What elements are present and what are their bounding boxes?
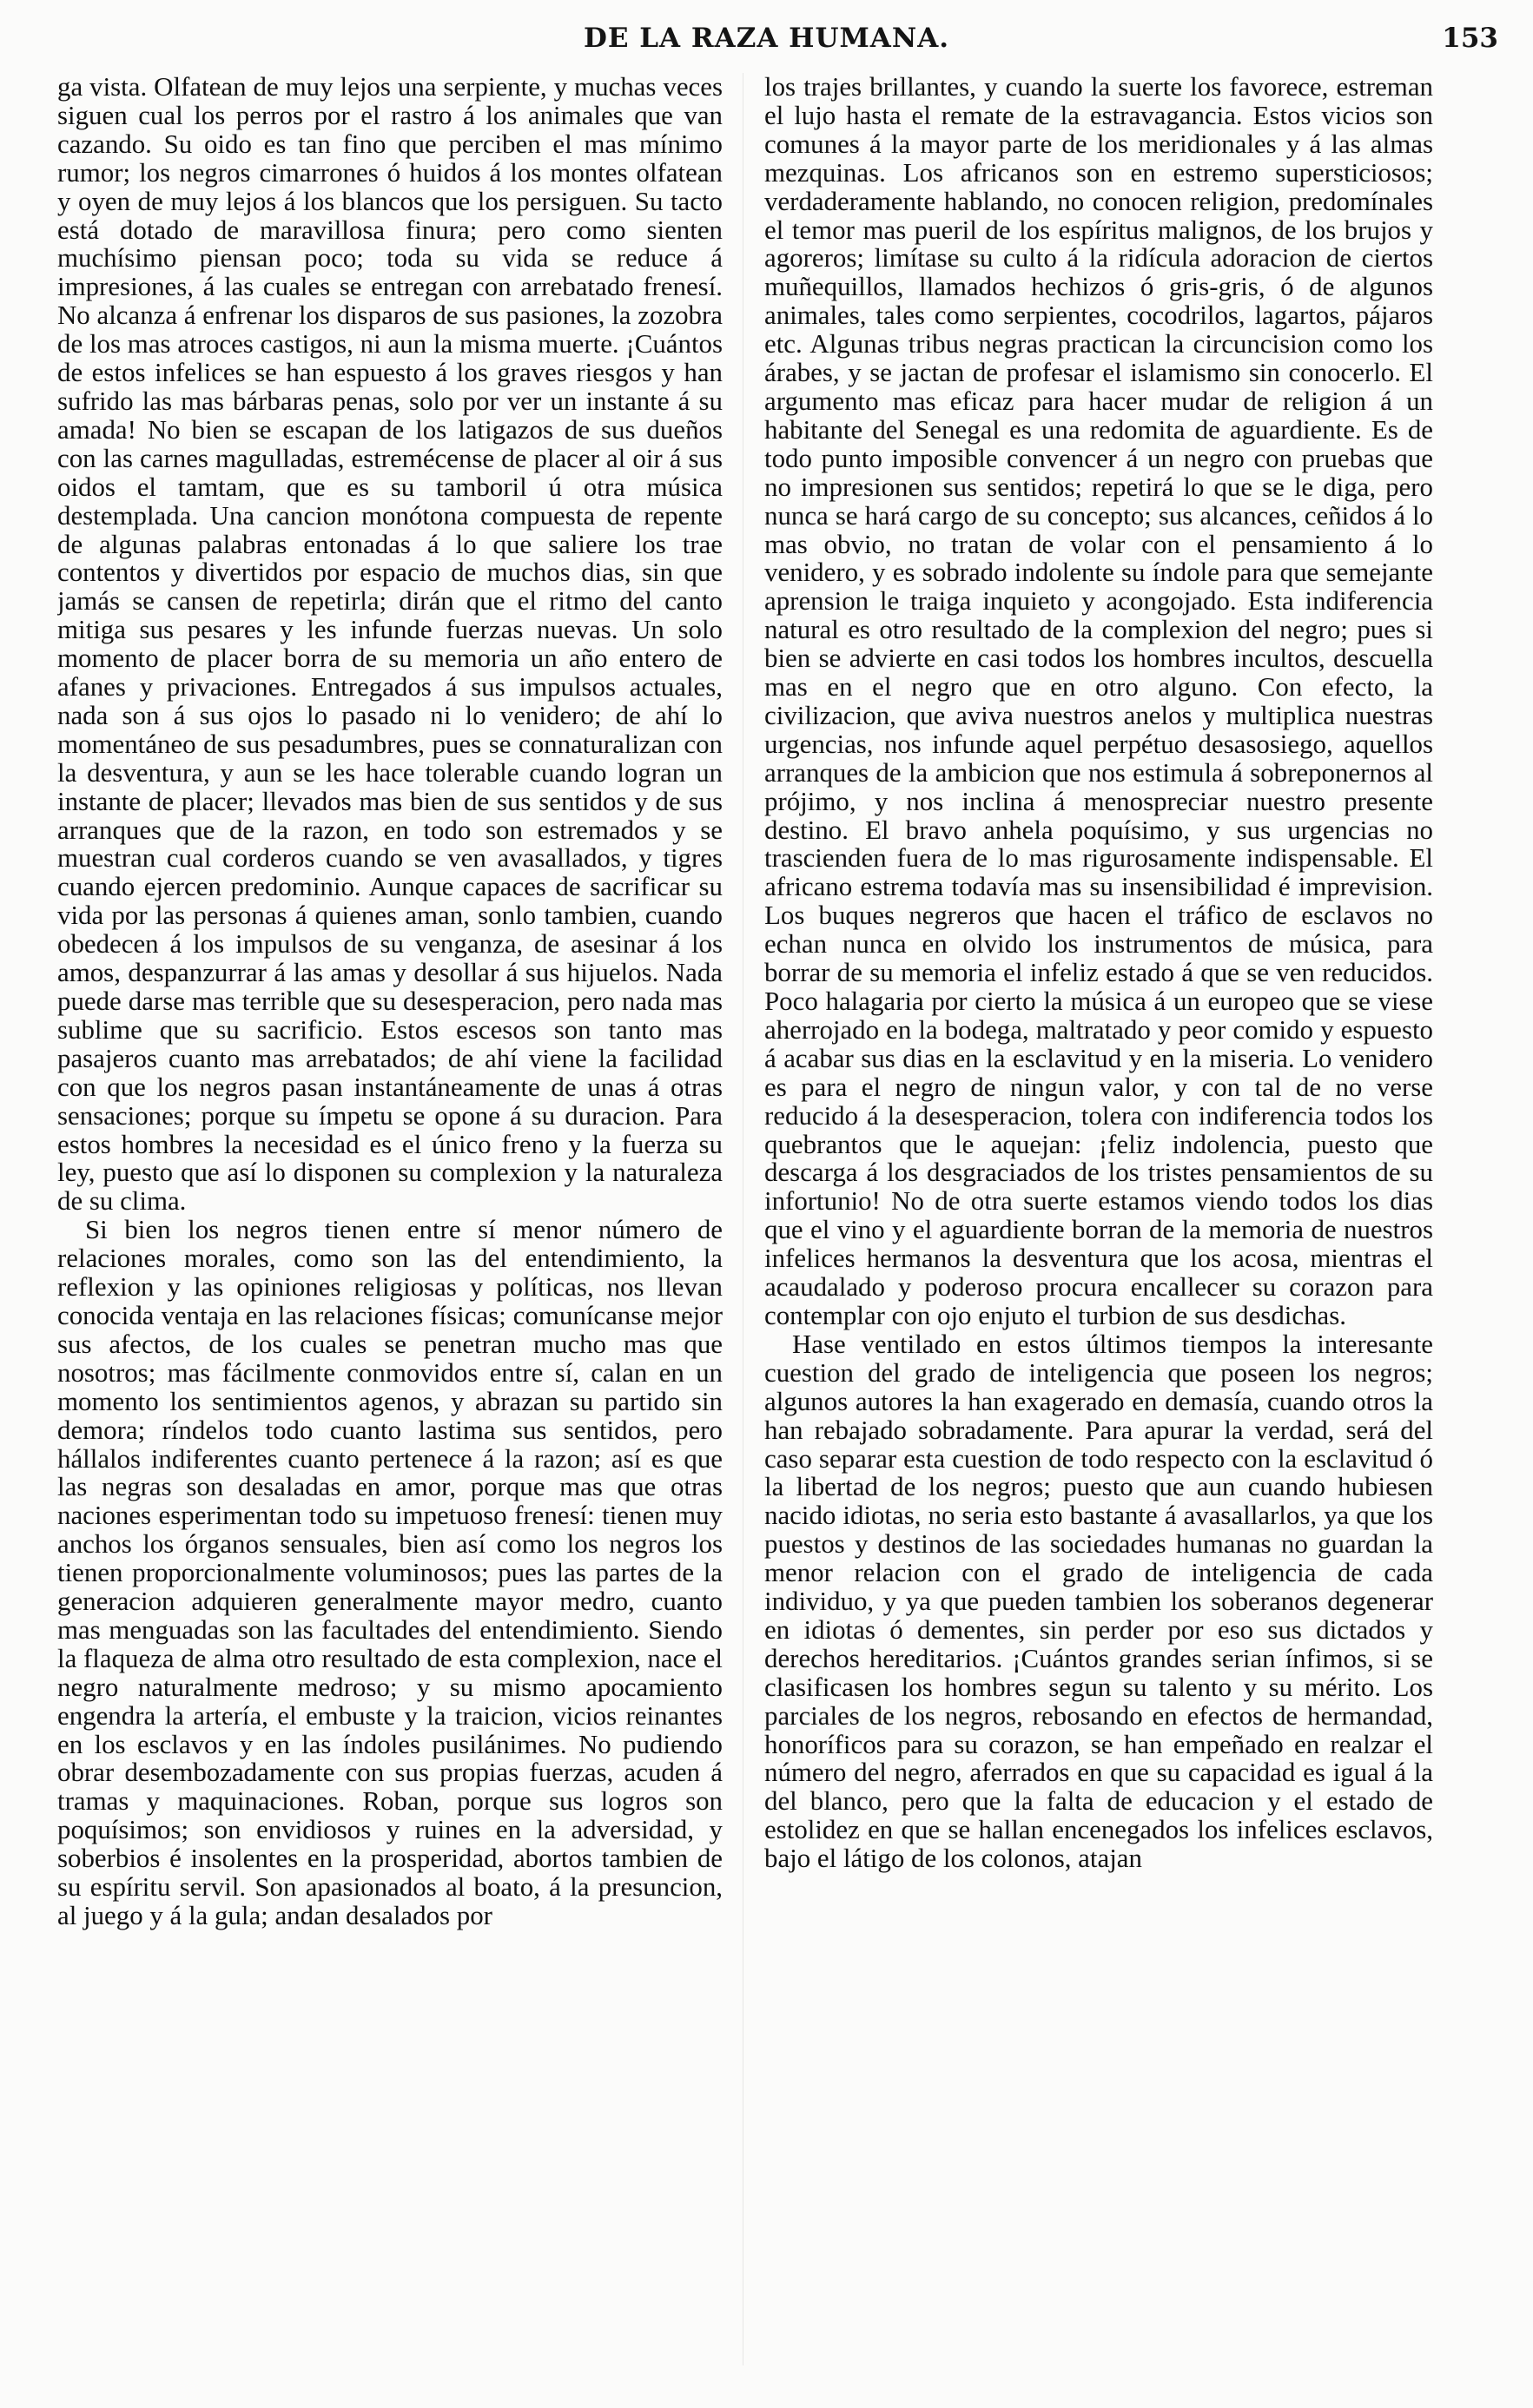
right-paragraph-2: Hase ventilado en estos últimos tiempos la interesante cuestion del grado de inteligencia que poseen los negros; algunos autores la han exagerado en demasía, cuando otros la han rebajado sobradamente. Para apurar la verdad, será del caso separar esta cuestion de todo respecto con la esclavitud ó la libertad de los negros; puesto que aun cuando hubiesen nacido idiotas, no seria esto bastante á avasallarlos, ya que los puestos y destinos de las sociedades humanas no guardan la menor relacion con el grado de inteligencia de cada individuo, y ya que pueden tambien los soberanos degenerar en idiotas ó dementes, sin perder por eso sus dictados y derechos hereditarios. ¡Cuántos grandes serian ínfimos, si se clasificasen los hombres segun su talento y su mérito. Los parciales de los negros, rebosando en efectos de hermandad, honoríficos para su corazon, se han empeñado en realzar el número del negro, aferrados en que su capacidad es igual á la del blanco, pero que la falta de educacion y el estado de estolidez en que se hallan encenegados los infelices esclavos, bajo el látigo de los colonos, atajan (764, 1328, 1433, 1874)
running-header (0, 23, 1533, 75)
right-paragraph-1: los trajes brillantes, y cuando la suerte los favorece, estreman el lujo hasta el remate de la estravagancia. Estos vicios son comunes á la mayor parte de los meridionales y á las almas mezquinas. Los africanos son en estremo supersticiosos; verdaderamente hablando, no conocen religion, predomínales el temor mas pueril de los espíritus malignos, de los brujos y agoreros; limítase su culto á la ridícula adoracion de ciertos muñequillos, llamados hechizos ó gris-gris, ó de algunos animales, tales como serpientes, cocodrilos, lagartos, pájaros etc. Algunas tribus negras practican la circuncision como los árabes, y se jactan de profesar el islamismo sin conocerlo. El argumento mas eficaz para hacer mudar de religion á un habitante del Senegal es una redomita de aguardiente. Es de todo punto imposible convencer á un negro con pruebas que no impresionen sus sentidos; repetirá lo que se le diga, pero nunca se hará cargo de su concepto; sus alcances, ceñidos á lo mas obvio, no tratan de volar con el pensamiento á lo venidero, y es sobrado indolente su índole para que semejante aprension le traiga inquieto y acongojado. Esta indiferencia natural es otro resultado de la complexion del negro; pues si bien se advierte en casi todos los hombres incultos, descuella mas en el negro que en otro alguno. Con efecto, la civilizacion, que aviva nuestros anelos y multiplica nuestras urgencias, nos infunde aquel perpétuo desasosiego, aquellos arranques de la ambicion que nos estimula á sobreponernos al prójimo, y nos inclina á menospreciar nuestro presente destino. El bravo anhela poquísimo, y sus urgencias no trascienden fuera de lo mas rigurosamente indispensable. El africano estrema todavía mas su insensibilidad é imprevision. Los buques negreros que hacen el tráfico de esclavos no echan nunca en olvido los instrumentos de música, para borrar de su memoria el infeliz estado á que se ven reducidos. Poco halagaria por cierto la música á un europeo que se viese aherrojado en la bodega, maltratado y peor comido y espuesto á acabar sus dias en la esclavitud y en la miseria. Lo venidero es para el negro de ningun valor, y con tal de no verse reducido á la desesperacion, tolera con indiferencia todos los quebrantos que le aquejan: ¡feliz indolencia, puesto que descarga á los desgraciados de los tristes pensamientos de su infortunio! No de otra suerte estamos viendo todos los dias que el vino y el aguardiente borran de la memoria de nuestros infelices hermanos la desventura que los acosa, mientras el acaudalado y poderoso procura encallecer su corazon para contemplar con ojo enjuto el turbion de sus desdichas. (764, 73, 1433, 1330)
left-paragraph-1: ga vista. Olfatean de muy lejos una serpiente, y muchas veces siguen cual los perros por el rastro á los animales que van cazando. Su oido es tan fino que perciben el mas mínimo rumor; los negros cimarrones ó huidos á los montes olfatean y oyen de muy lejos á los blancos que los persiguen. Su tacto está dotado de maravillosa finura; pero como sienten muchísimo piensan poco; toda su vida se reduce á impresiones, á las cuales se entregan con arrebatado frenesí. No alcanza á enfrenar los disparos de sus pasiones, la zozobra de los mas atroces castigos, ni aun la misma muerte. ¡Cuántos de estos infelices se han espuesto á los graves riesgos y han sufrido las mas bárbaras penas, solo por ver un instante á su amada! No bien se escapan de los latigazos de sus dueños con las carnes magulladas, estremécense de placer al oir á sus oidos el tamtam, que es su tamboril ú otra música destemplada. Una cancion monótona compuesta de repente de algunas palabras entonadas á lo que saliere los trae contentos y divertidos por espacio de muchos dias, sin que jamás se cansen de repetirla; dirán que el ritmo del canto mitiga sus pesares y les infunde fuerzas nuevas. Un solo momento de placer borra de su memoria un año entero de afanes y privaciones. Entregados á sus impulsos actuales, nada son á sus ojos lo pasado ni lo venidero; de ahí lo momentáneo de sus pesadumbres, pues se connaturalizan con la desventura, y aun se les hace tolerable cuando logran un instante de placer; llevados mas bien de sus sentidos y de sus arranques que de la razon, en todo son estremados y se muestran cual corderos cuando se ven avasallados, y tigres cuando ejercen predominio. Aunque capaces de sacrificar su vida por las personas á quienes aman, sonlo tambien, cuando obedecen á los impulsos de su venganza, de asesinar á los amos, despanzurrar á las amas y desollar á sus hijuelos. Nada puede darse mas terrible que su desesperacion, pero nada mas sublime que su sacrificio. Estos escesos son tanto mas pasajeros cuanto mas arrebatados; de ahí viene la facilidad con que los negros pasan instantáneamente de unas á otras sensaciones; porque su ímpetu se opone á su duracion. Para estos hombres la necesidad es el único freno y la fuerza su ley, puesto que así lo disponen su complexion y la naturaleza de su clima. (57, 73, 723, 1217)
left-paragraph-2: Si bien los negros tienen entre sí menor número de relaciones morales, como son las del entendimiento, la reflexion y las opiniones religiosas y políticas, nos llevan conocida ventaja en las relaciones físicas; comunícanse mejor sus afectos, de los cuales se penetran mucho mas que nosotros; mas fácilmente conmovidos entre sí, calan en un momento los sentimientos agenos, y abrazan su partido sin demora; ríndelos todo cuanto lastima sus sentidos, pero hállalos indiferentes cuanto pertenece á la razon; así es que las negras son desaladas en amor, porque mas que otras naciones esperimentan todo su impetuoso frenesí: tienen muy anchos los órganos sensuales, bien así como los negros los tienen proporcionalmente voluminosos; pues las partes de la generacion adquieren generalmente mayor medro, cuanto mas menguadas son las facultades del entendimiento. Siendo la flaqueza de alma otro resultado de esta complexion, nace el negro naturalmente medroso; y su mismo apocamiento engendra la artería, el embuste y la traicion, vicios reinantes en los esclavos y en las índoles pusilánimes. No pudiendo obrar desembozadamente con sus propias fuerzas, acuden á tramas y maquinaciones. Roban, porque sus logros son poquísimos; son envidiosos y ruines en la adversidad, y soberbios é insolentes en la prosperidad, abortos tambien de su espíritu servil. Son apasionados al boato, á la presuncion, al juego y á la gula; andan desalados por (57, 1214, 723, 1930)
running-title: DE LA RAZA HUMANA. (583, 23, 950, 54)
page-number: 153 (1442, 23, 1498, 54)
right-column (764, 73, 1433, 2392)
left-column (57, 73, 723, 2392)
